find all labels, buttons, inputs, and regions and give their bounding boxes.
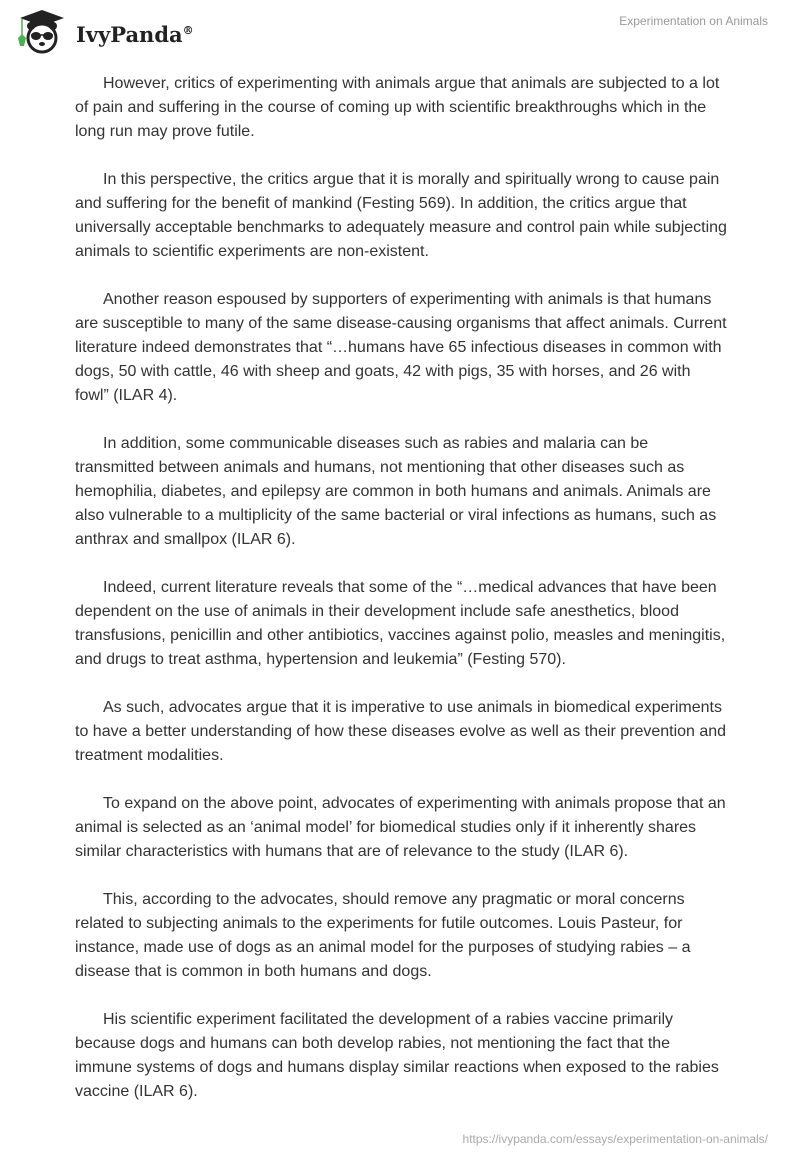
paragraph: In addition, some communicable diseases such as rabies and malaria can be transmitted between animals and humans, not mentioning that other diseases such as hemophilia, diabetes, and epilepsy are common in both humans and animals. Animals are also vulnerable to a multiplicity of the same bacterial or viral infections as humans, such as anthrax and smallpox (ILAR 6).	[75, 435, 717, 548]
paragraph: Another reason espoused by supporters of experimenting with animals is that humans are susceptible to many of the same disease-causing organisms that affect animals. Current literature indeed demonstrates that “…humans have 65 infectious diseases in common with dogs, 50 with cattle, 46 with sheep and goats, 42 with pigs, 35 with horses, and 26 with fowl” (ILAR 4).	[75, 291, 727, 404]
paragraph: This, according to the advocates, should remove any pragmatic or moral concerns related to subjecting animals to the experiments for futile outcomes. Louis Pasteur, for instance, made use of dogs as an animal model for the purposes of studying rabies – a disease that is common in both humans and dogs.	[75, 891, 691, 980]
ivypanda-logo[interactable]	[14, 8, 194, 54]
paragraph: However, critics of experimenting with animals argue that animals are subjected to a lot of pain and suffering in the course of coming up with scientific breakthroughs which in the long run may prove futile.	[75, 75, 720, 140]
paragraph: His scientific experiment facilitated the development of a rabies vaccine primarily because dogs and humans can both develop rabies, not mentioning the fact that the immune systems of dogs and humans display similar reactions when exposed to the rabies vaccine (ILAR 6).	[75, 1011, 719, 1100]
page-header	[0, 0, 800, 60]
paragraph: In this perspective, the critics argue that it is morally and spiritually wrong to cause pain and suffering for the benefit of mankind (Festing 569). In addition, the critics argue that universally acceptable benchmarks to adequately measure and control pain while subjecting animals to scientific experiments are non-existent.	[75, 171, 727, 260]
brand-text: IvyPanda	[76, 21, 183, 47]
panda-graduate-icon	[14, 8, 70, 54]
brand-name	[76, 22, 194, 47]
essay-body	[75, 72, 727, 1128]
paragraph: To expand on the above point, advocates of experimenting with animals propose that an animal is selected as an ‘animal model’ for biomedical studies only if it inherently shares similar characteristics with humans that are of relevance to the study (ILAR 6).	[75, 795, 726, 860]
paragraph: Indeed, current literature reveals that some of the “…medical advances that have been dependent on the use of animals in their development include safe anesthetics, blood transfusions, penicillin and other antibiotics, vaccines against polio, measles and meningitis, and drugs to treat asthma, hypertension and leukemia” (Festing 570).	[75, 579, 726, 668]
paragraph: As such, advocates argue that it is imperative to use animals in biomedical experiments to have a better understanding of how these diseases evolve as well as their prevention and treatment modalities.	[75, 699, 727, 764]
source-url[interactable]: https://ivypanda.com/essays/experimentation-on-animals/	[462, 1132, 768, 1146]
registered-mark: ®	[182, 23, 194, 37]
document-title: Experimentation on Animals	[619, 14, 768, 28]
